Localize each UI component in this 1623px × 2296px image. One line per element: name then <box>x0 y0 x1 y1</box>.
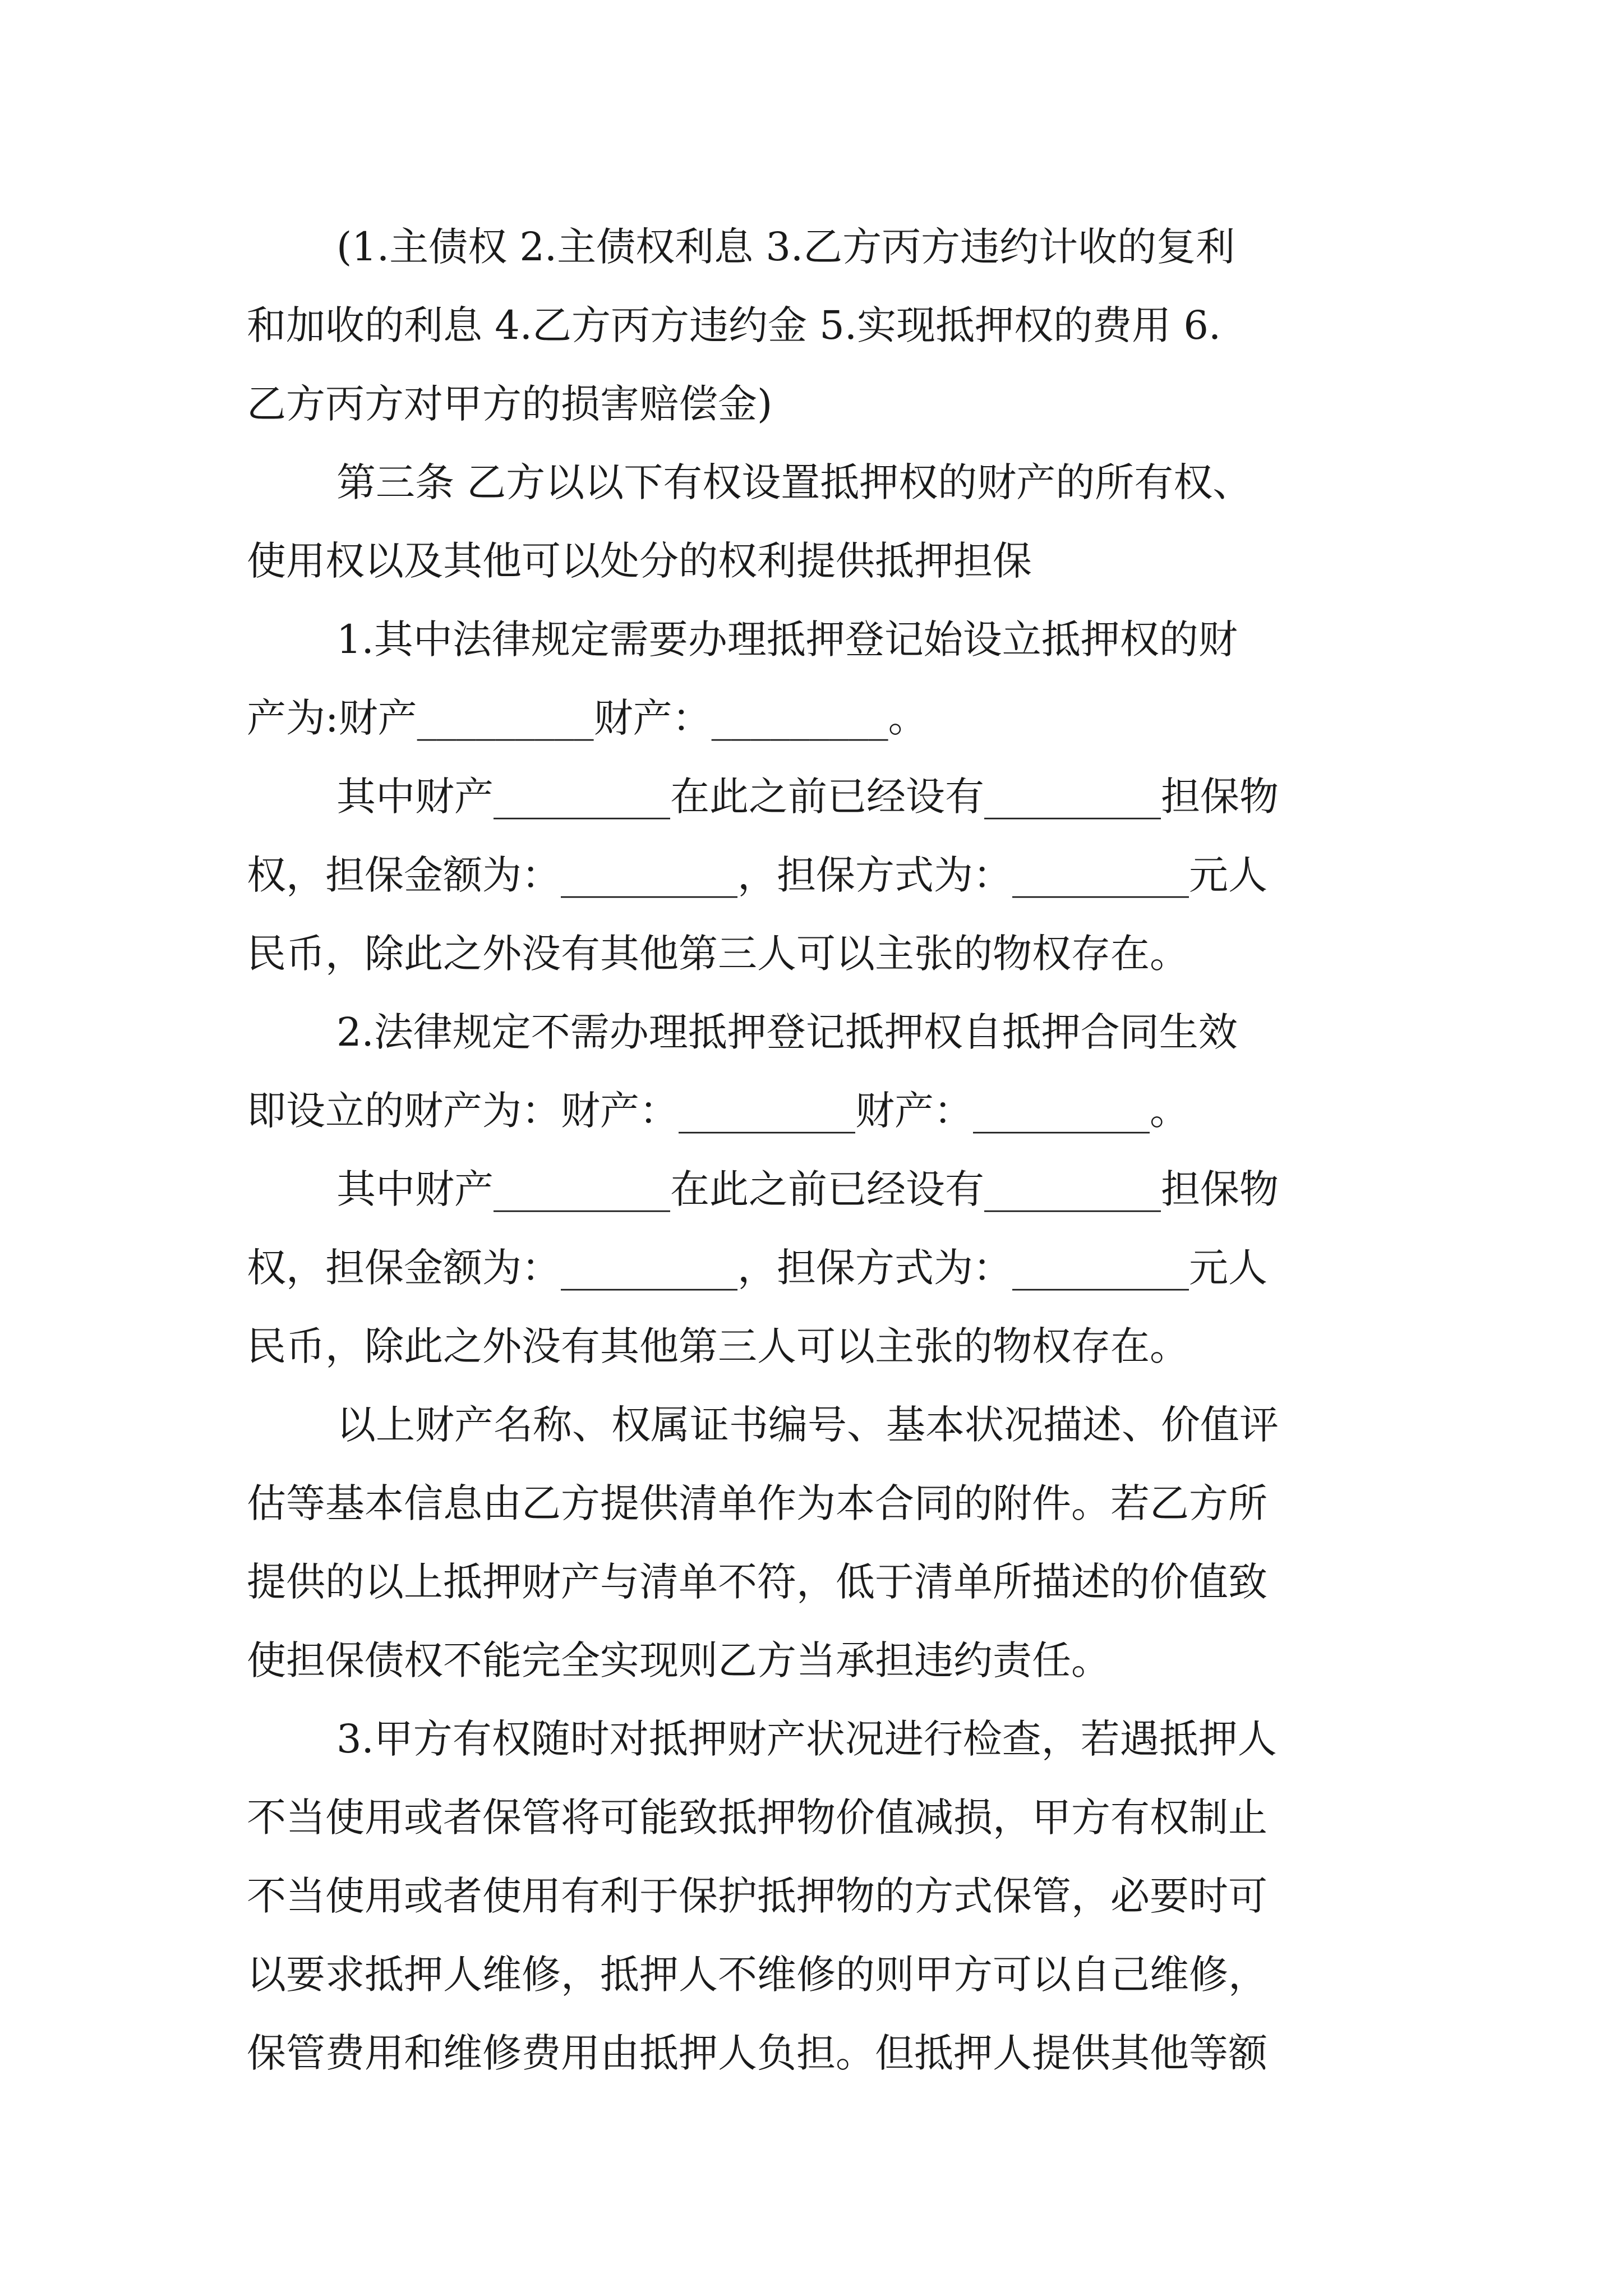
text-line: 权，担保金额为：_________，担保方式为：_________元人 <box>247 1245 1267 1291</box>
text-line: 其中财产_________在此之前已经设有_________担保物 <box>336 774 1279 820</box>
text-line: 以上财产名称、权属证书编号、基本状况描述、价值评 <box>336 1402 1279 1448</box>
text-line: 产为:财产_________财产：_________。 <box>247 695 928 741</box>
text-line: 即设立的财产为：财产：_________财产：_________。 <box>247 1088 1189 1134</box>
text-line: 3.甲方有权随时对抵押财产状况进行检查，若遇抵押人 <box>336 1716 1277 1762</box>
text-line: 保管费用和维修费用由抵押人负担。但抵押人提供其他等额 <box>247 2030 1267 2076</box>
text-line: 权，担保金额为：_________，担保方式为：_________元人 <box>247 852 1267 898</box>
text-line: 2.法律规定不需办理抵押登记抵押权自抵押合同生效 <box>336 1009 1238 1055</box>
text-line: 乙方丙方对甲方的损害赔偿金) <box>247 381 773 427</box>
text-line: 不当使用或者保管将可能致抵押物价值减损，甲方有权制止 <box>247 1795 1267 1841</box>
text-line: 提供的以上抵押财产与清单不符，低于清单所描述的价值致 <box>247 1559 1267 1605</box>
text-line: 民币，除此之外没有其他第三人可以主张的物权存在。 <box>247 1323 1189 1369</box>
text-line: 1.其中法律规定需要办理抵押登记始设立抵押权的财 <box>336 616 1238 662</box>
article-heading-line: 第三条 乙方以以下有权设置抵押权的财产的所有权、 <box>336 459 1252 505</box>
text-line: 其中财产_________在此之前已经设有_________担保物 <box>336 1166 1279 1212</box>
text-line: 估等基本信息由乙方提供清单作为本合同的附件。若乙方所 <box>247 1480 1267 1526</box>
text-line: 使担保债权不能完全实现则乙方当承担违约责任。 <box>247 1637 1110 1683</box>
text-line: 民币，除此之外没有其他第三人可以主张的物权存在。 <box>247 931 1189 977</box>
text-line: (1.主债权 2.主债权利息 3.乙方丙方违约计收的复利 <box>336 224 1235 270</box>
text-line: 使用权以及其他可以处分的权利提供抵押担保 <box>247 538 1032 584</box>
text-line: 和加收的利息 4.乙方丙方违约金 5.实现抵押权的费用 6. <box>247 302 1221 348</box>
text-line: 以要求抵押人维修，抵押人不维修的则甲方可以自己维修， <box>247 1952 1267 1998</box>
text-line: 不当使用或者使用有利于保护抵押物的方式保管，必要时可 <box>247 1873 1267 1919</box>
